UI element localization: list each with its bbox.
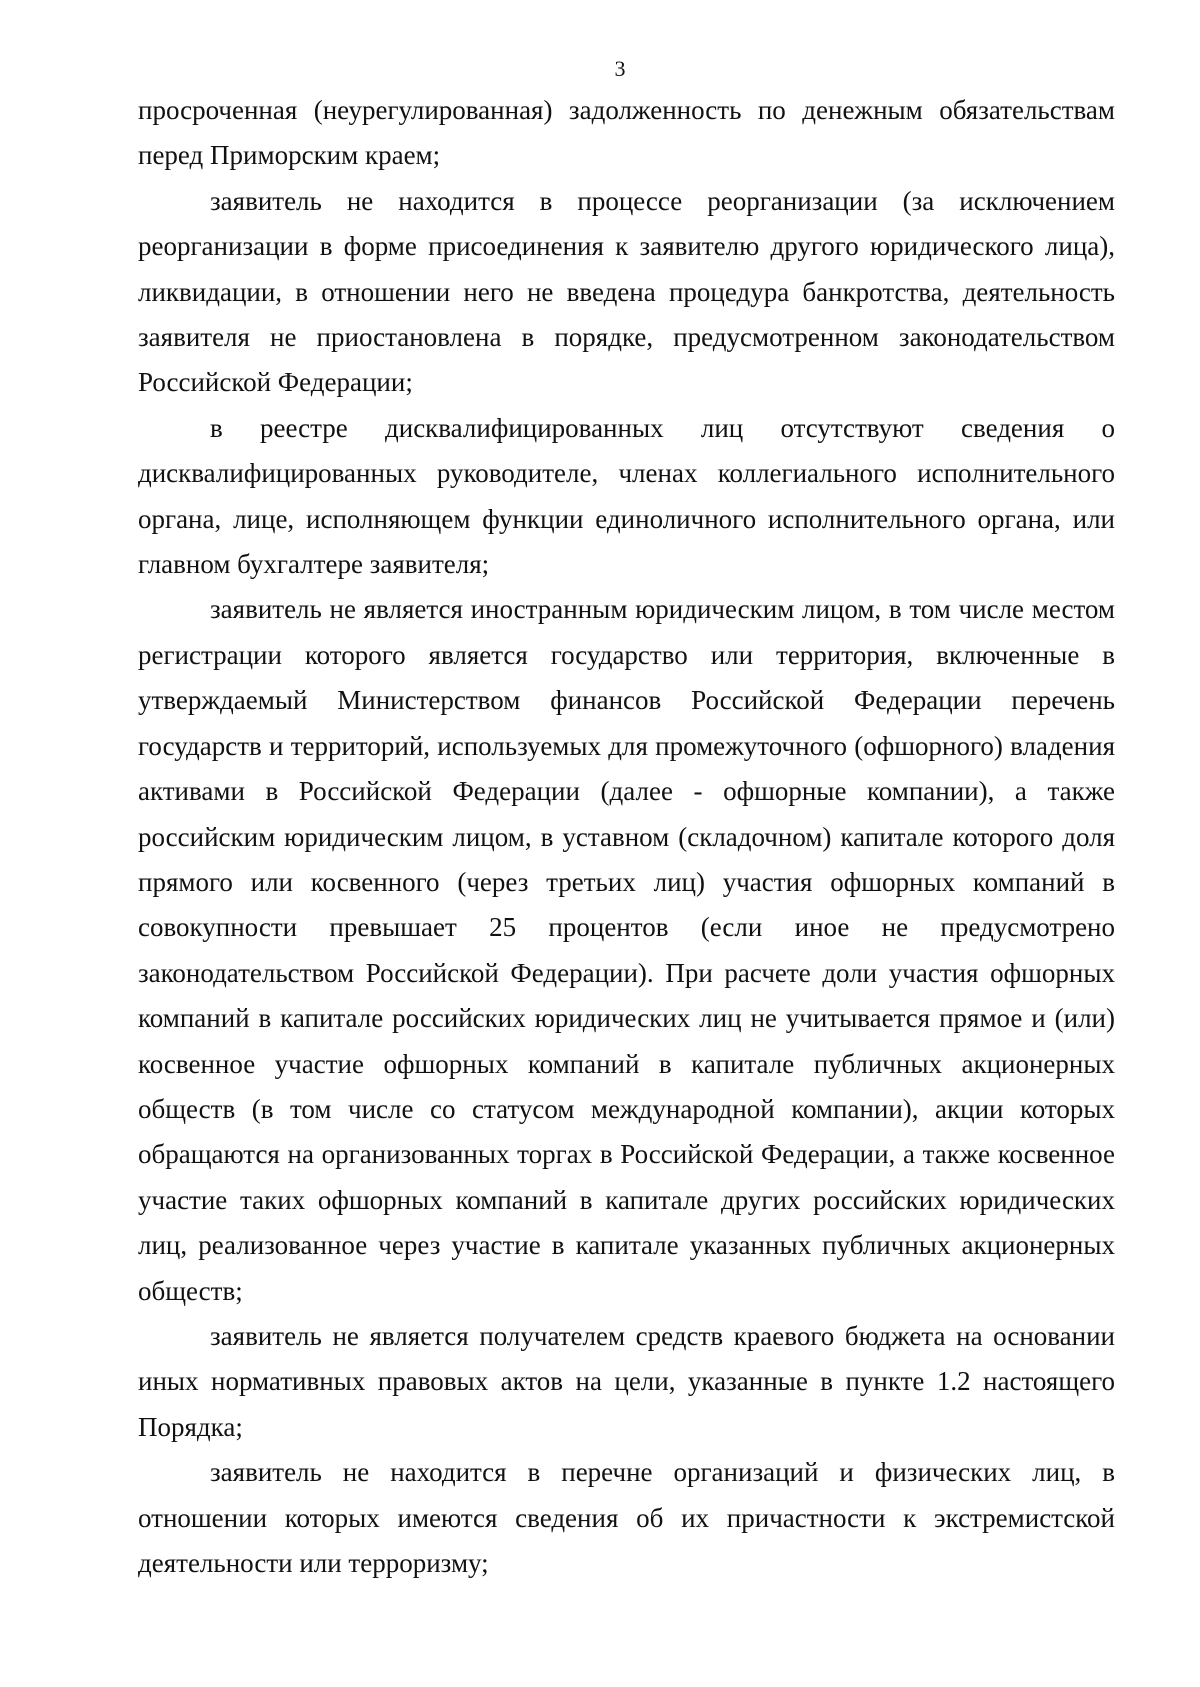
document-body <box>138 88 1115 1586</box>
paragraph-overdue-debt: просроченная (неурегулированная) задолженность по денежным обязательствам перед Приморским краем; <box>138 95 1115 171</box>
page-number: 3 <box>614 56 626 81</box>
paragraph-extremism-list: заявитель не находится в перечне организаций и физических лиц, в отношении которых имеются сведения об их причастности к экстремистской деятельности или терроризму; <box>138 1457 1115 1578</box>
paragraph-budget-recipient: заявитель не является получателем средств краевого бюджета на основании иных нормативных правовых актов на цели, указанные в пункте 1.2 настоящего Порядка; <box>138 1320 1115 1442</box>
paragraph-offshore-companies: заявитель не является иностранным юридическим лицом, в том числе местом регистрации которого является государство или территория, включенные в утверждаемый Министерством финансов Российской Федерации перечень государств и территорий, используемых для промежуточного (офшорного) владения активами в Российской Федерации (далее - офшорные компании), а также российским юридическим лицом, в уставном (складочном) капитале которого доля прямого или косвенного (через третьих лиц) участия офшорных компаний в совокупности превышает 25 процентов (если иное не предусмотрено законодательством Российской Федерации). При расчете доли участия офшорных компаний в капитале российских юридических лиц не учитывается прямое и (или) косвенное участие офшорных компаний в капитале публичных акционерных обществ (в том числе со статусом международной компании), акции которых обращаются на организованных торгах в Российской Федерации, а также косвенное участие таких офшорных компаний в капитале других российских юридических лиц, реализованное через участие в капитале указанных публичных акционерных обществ; <box>138 594 1115 1306</box>
paragraph-reorganization: заявитель не находится в процессе реорганизации (за исключением реорганизации в форме присоединения к заявителю другого юридического лица), ликвидации, в отношении него не введена процедура банкротства, деятельность заявителя не приостановлена в порядке, предусмотренном законодательством Российской Федерации; <box>138 185 1115 398</box>
paragraph-disqualified-persons: в реестре дисквалифицированных лиц отсутствуют сведения о дисквалифицированных руководителе, членах коллегиального исполнительного органа, лице, исполняющем функции единоличного исполнительного органа, или главном бухгалтере заявителя; <box>138 412 1115 580</box>
